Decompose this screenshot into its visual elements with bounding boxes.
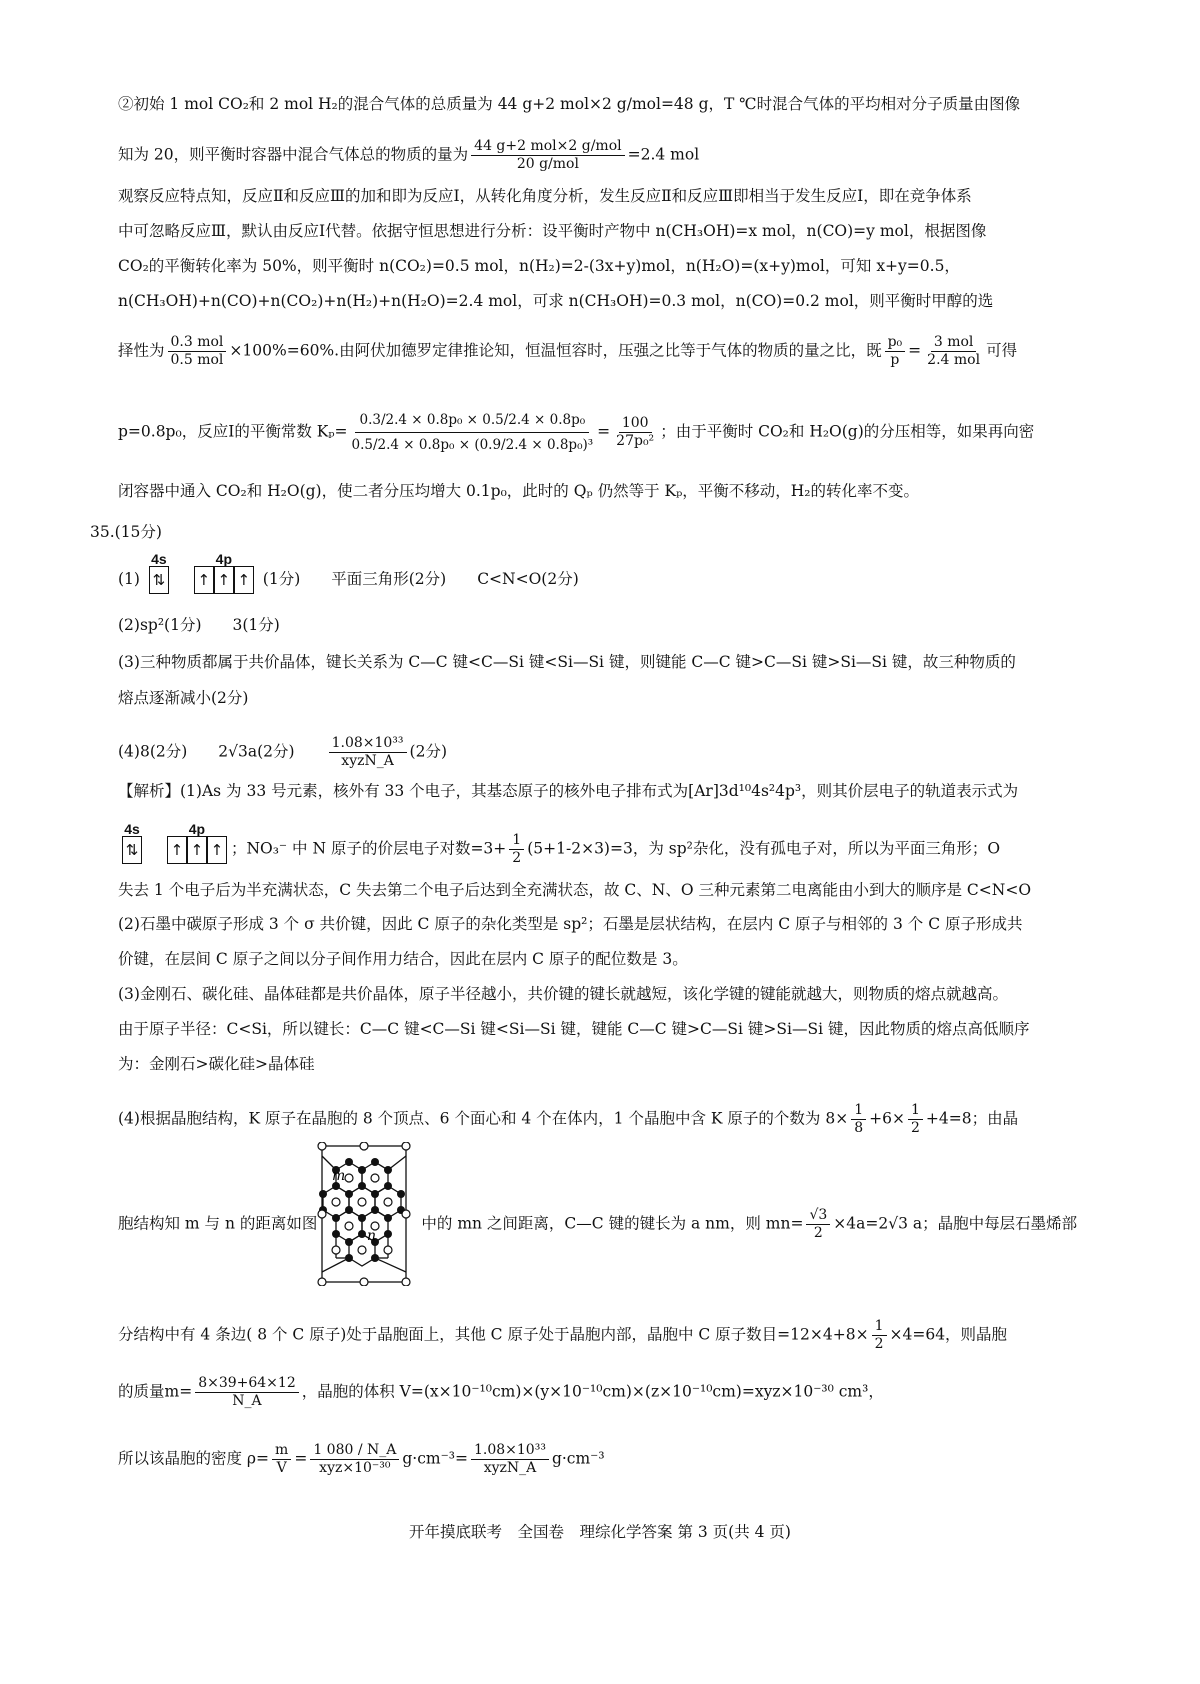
- text-line: ②初始 1 mol CO₂和 2 mol H₂的混合气体的总质量为 44 g+2 mol×2 g/mol=48 g，T ℃时混合气体的平均相对分子质量由图像: [118, 95, 1021, 113]
- fraction: $\frac{\text{0.3 mol}}{\text{0.5 mol}}$: [168, 334, 227, 369]
- text-line: 择性为 $\frac{\text{0.3 mol}}{\text{0.5 mol}}$ ×100%=60%.由阿伏加德罗定律推论知，恒温恒容时，压强之比等于气体的物质的量之比，既 $\frac{\text{p₀}}{p}$ = $\frac{\text{3 mol}}{\text{2.4 mol}}$ 可得: [118, 334, 1018, 368]
- text-line: 观察反应特点知，反应Ⅱ和反应Ⅲ的加和即为反应Ⅰ，从转化角度分析，发生反应Ⅱ和反应Ⅲ即相当于发生反应Ⅰ，即在竞争体系: [118, 187, 972, 205]
- explanation-line: 分结构中有 4 条边( 8 个 C 原子)处于晶胞面上，其他 C 原子处于晶胞内部，晶胞中 C 原子数目=12×4+8× $\frac{1}{2}$ ×4=64，则晶胞: [118, 1318, 1008, 1352]
- answer-line: (4)8(2分) 2√3a(2分) $\frac{\text{1.08×10³³}}{\text{xyzN\_A}}$ (2分): [118, 735, 448, 769]
- fraction: $\frac{\text{44 g+2 mol×2 g/mol}}{\text{20 g/mol}}$: [471, 138, 624, 173]
- explanation-line: 胞结构知 m 与 n 的距离如图 中的 mn 之间距离，C—C 键的键长为 a nm，则 mn= $\frac{√3}{2}$ ×4a=2√3 a；晶胞中每层石墨烯部: [118, 1207, 1078, 1241]
- explanation-line: 价键，在层间 C 原子之间以分子间作用力结合，因此在层内 C 原子的配位数是 3。: [118, 950, 688, 968]
- arrow-pair-icon: ⇅: [149, 566, 169, 594]
- orbital-4p: 4p ↑ ↑ ↑: [194, 566, 254, 594]
- explanation-line: (2)石墨中碳原子形成 3 个 σ 共价键，因此 C 原子的杂化类型是 sp²；石墨是层状结构，在层内 C 原子与相邻的 3 个 C 原子形成共: [118, 915, 1023, 933]
- explanation-line: (3)金刚石、碳化硅、晶体硅都是共价晶体，原子半径越小，共价键的键长就越短，该化学键的键能就越大，则物质的熔点就越高。: [118, 985, 1008, 1003]
- orbital-4s: 4s ⇅: [122, 836, 142, 864]
- fraction: $\frac{100}{\text{27p₀²}}$: [616, 415, 655, 449]
- fraction: $\frac{1}{2}$: [872, 1318, 887, 1353]
- question-number: 35.(15分): [90, 523, 162, 541]
- kp-fraction: $\frac{\text{0.3/2.4 × 0.8p₀ × 0.5/2.4 × 0.8p₀}}{\text{0.5/2.4 × 0.8p₀ × (0.9/2.4 × 0.8p₀)³}}$: [348, 408, 598, 457]
- explanation-line: 为：金刚石>碳化硅>晶体硅: [118, 1055, 315, 1073]
- label-m: m: [332, 1168, 346, 1184]
- text-line: CO₂的平衡转化率为 50%，则平衡时 n(CO₂)=0.5 mol，n(H₂)=2-(3x+y)mol，n(H₂O)=(x+y)mol，可知 x+y=0.5，: [118, 257, 960, 275]
- fraction: $\frac{\text{1.08×10³³}}{\text{xyzN\_A}}$: [471, 1442, 549, 1477]
- orbital-4s: 4s ⇅: [149, 566, 169, 594]
- orbital-4p: 4p ↑ ↑ ↑: [167, 836, 227, 864]
- arrow-up-icon: ↑: [194, 566, 214, 594]
- page-footer: 开年摸底联考 全国卷 理综化学答案 第 3 页(共 4 页): [409, 1523, 791, 1541]
- answer-line: 熔点逐渐减小(2分): [118, 689, 249, 707]
- fraction: $\frac{\text{3 mol}}{\text{2.4 mol}}$: [927, 334, 981, 368]
- fraction: $\frac{1}{8}$: [851, 1102, 866, 1137]
- text-line: 中可忽略反应Ⅲ，默认由反应Ⅰ代替。依据守恒思想进行分析：设平衡时产物中 n(CH₃OH)=x mol，n(CO)=y mol，根据图像: [118, 222, 987, 240]
- fraction: $\frac{m}{V}$: [272, 1442, 291, 1477]
- answer-line: (2)sp²(1分) 3(1分): [118, 616, 280, 634]
- text-line: n(CH₃OH)+n(CO)+n(CO₂)+n(H₂)+n(H₂O)=2.4 mol，可求 n(CH₃OH)=0.3 mol，n(CO)=0.2 mol，则平衡时甲醇的选: [118, 292, 994, 310]
- fraction: $\frac{1}{2}$: [509, 832, 524, 867]
- text-line: 知为 20，则平衡时容器中混合气体总的物质的量为 $\frac{\text{44 g+2 mol×2 g/mol}}{\text{20 g/mol}}$ =2.4 mol: [118, 138, 700, 172]
- arrow-up-icon: ↑: [234, 566, 254, 594]
- text-line: p=0.8p₀，反应Ⅰ的平衡常数 Kₚ= $\frac{\text{0.3/2.4 × 0.8p₀ × 0.5/2.4 × 0.8p₀}}{\text{0.5/2.4 × 0.8p₀ × (0.9/2.4 × 0.8p₀)³}}$ = $\frac{100}{\text{27p₀²}}$ ；由于平衡时 CO₂和 H₂O(g)的分压相等，如果再向密: [118, 408, 1034, 457]
- fraction: $\frac{\text{p₀}}{p}$: [885, 334, 906, 369]
- explanation-line: 失去 1 个电子后为半充满状态，C 失去第二个电子后达到全充满状态，故 C、N、O 三种元素第二电离能由小到大的顺序是 C<N<O: [118, 881, 1032, 899]
- arrow-up-icon: ↑: [167, 836, 187, 864]
- arrow-up-icon: ↑: [187, 836, 207, 864]
- fraction: $\frac{1 080 / N\_A}{\text{xyz×10⁻³⁰}}$: [310, 1442, 399, 1477]
- arrow-up-icon: ↑: [207, 836, 227, 864]
- answer-line: (3)三种物质都属于共价晶体，键长关系为 C—C 键<C—Si 键<Si—Si 键，则键能 C—C 键>C—Si 键>Si—Si 键，故三种物质的: [118, 653, 1016, 671]
- explanation-line: 【解析】(1)As 为 33 号元素，核外有 33 个电子，其基态原子的核外电子排布式为[Ar]3d¹⁰4s²4p³，则其价层电子的轨道表示式为: [118, 782, 1019, 800]
- arrow-up-icon: ↑: [214, 566, 234, 594]
- explanation-line: 的质量m= $\frac{8\times 39+64\times 12}{N\_A}$ ，晶胞的体积 V=(x×10⁻¹⁰cm)×(y×10⁻¹⁰cm)×(z×10⁻¹⁰cm)=xyz×10⁻³⁰ cm³，: [118, 1375, 884, 1409]
- answer-line: (1) 4s ⇅ 4p ↑ ↑ ↑ (1分) 平面三角形(2分) C<N<O(2分): [118, 566, 579, 594]
- explanation-line: 所以该晶胞的密度 ρ= $\frac{m}{V}$ = $\frac{1 080 / N\_A}{\text{xyz×10⁻³⁰}}$ g·cm⁻³= $\frac{\text{1.08×10³³}}{\text{xyzN\_A}}$ g·cm⁻³: [118, 1442, 605, 1476]
- explanation-line: 由于原子半径：C<Si，所以键长：C—C 键<C—Si 键<Si—Si 键，键能 C—C 键>C—Si 键>Si—Si 键，因此物质的熔点高低顺序: [118, 1020, 1030, 1038]
- fraction: $\frac{8\times 39+64\times 12}{N\_A}$: [195, 1375, 299, 1410]
- fraction: $\frac{\text{1.08×10³³}}{\text{xyzN\_A}}$: [329, 735, 407, 770]
- explanation-line: 4s ⇅ 4p ↑ ↑ ↑ ；NO₃⁻ 中 N 原子的价层电子对数=3+ $\frac{1}{2}$ (5+1-2×3)=3，为 sp²杂化，没有孤电子对，所以为平面三角形；O: [118, 832, 1000, 867]
- fraction: $\frac{√3}{2}$: [806, 1207, 830, 1242]
- label-n: n: [367, 1228, 377, 1244]
- fraction: $\frac{1}{2}$: [908, 1102, 923, 1137]
- arrow-pair-icon: ⇅: [122, 836, 142, 864]
- text-line: 闭容器中通入 CO₂和 H₂O(g)，使二者分压均增大 0.1p₀，此时的 Qₚ 仍然等于 Kₚ，平衡不移动，H₂的转化率不变。: [118, 482, 920, 500]
- explanation-line: (4)根据晶胞结构，K 原子在晶胞的 8 个顶点、6 个面心和 4 个在体内，1 个晶胞中含 K 原子的个数为 8× $\frac{1}{8}$ +6× $\frac{1}{2}$ +4=8；由晶: [118, 1102, 1019, 1136]
